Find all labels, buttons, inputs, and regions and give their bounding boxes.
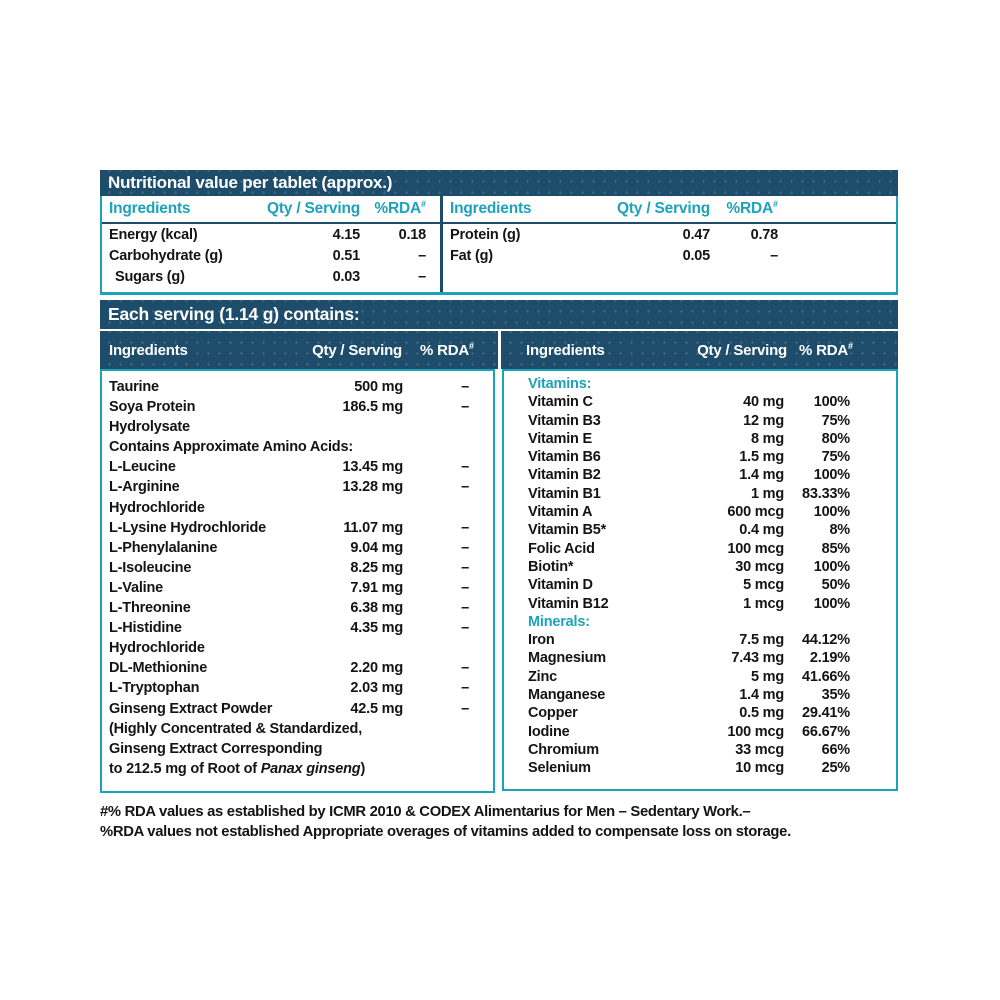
table-row xyxy=(102,437,493,457)
rda-header: %RDA# xyxy=(726,199,778,218)
ingredients-header: Ingredients xyxy=(109,200,191,217)
ingredient-name: Fat (g) xyxy=(450,248,493,264)
ingredient-name: Biotin* xyxy=(528,558,574,575)
ingredient-name: L-Threonine xyxy=(109,600,191,617)
ingredient-name: Vitamin B6 xyxy=(528,449,601,466)
rda-value: – xyxy=(461,700,469,717)
ingredient-name: Hydrochloride xyxy=(109,640,205,657)
qty-value: 33 mcg xyxy=(735,741,784,758)
per-tablet-table xyxy=(100,196,898,295)
ingredient-name: Vitamin C xyxy=(528,394,593,411)
table-row xyxy=(102,477,493,497)
table-row xyxy=(102,518,493,538)
table-row xyxy=(102,538,493,558)
ingredient-name: Minerals: xyxy=(528,613,590,630)
per-tablet-right-column xyxy=(440,196,896,292)
ingredient-name: L-Leucine xyxy=(109,459,176,476)
ingredient-name: Vitamin B2 xyxy=(528,467,601,484)
table-row xyxy=(102,719,493,739)
rda-value: 66% xyxy=(821,741,850,758)
table-row xyxy=(443,246,896,267)
ingredient-name: L-Arginine xyxy=(109,479,180,496)
qty-value: 7.43 mg xyxy=(731,650,784,667)
qty-value: 12 mg xyxy=(743,412,784,429)
serving-left-rows xyxy=(100,369,495,793)
ingredient-name: Zinc xyxy=(528,668,558,685)
ingredient-name: to 212.5 mg of Root of Panax ginseng) xyxy=(109,760,366,777)
qty-value: 600 mcg xyxy=(727,504,784,521)
qty-value: 40 mg xyxy=(743,394,784,411)
qty-value: 0.47 xyxy=(682,227,710,243)
qty-serving-header: Qty / Serving xyxy=(697,341,787,359)
top-table-title: Nutritional value per tablet (approx.) xyxy=(100,170,898,196)
ingredient-name: Copper xyxy=(528,705,578,722)
ingredient-name: Hydrolysate xyxy=(109,419,190,436)
qty-value: 9.04 mg xyxy=(350,539,403,556)
footnotes xyxy=(100,802,898,842)
rda-value: – xyxy=(461,459,469,476)
table-row xyxy=(504,595,896,613)
rda-value: – xyxy=(418,248,426,264)
qty-value: 100 mcg xyxy=(727,723,784,740)
table-row xyxy=(102,638,493,658)
qty-value: 42.5 mg xyxy=(350,700,403,717)
qty-value: 100 mcg xyxy=(727,540,784,557)
table-row xyxy=(102,618,493,638)
ingredient-name: Carbohydrate (g) xyxy=(109,248,223,264)
ingredient-name: Vitamins: xyxy=(528,376,592,392)
qty-value: 8 mg xyxy=(750,430,784,447)
ingredients-header: Ingredients xyxy=(109,341,188,359)
rda-value: 35% xyxy=(821,687,850,704)
qty-value: 0.03 xyxy=(332,269,360,285)
table-row xyxy=(102,699,493,719)
serving-right-rows xyxy=(502,369,898,791)
rda-value: 100% xyxy=(813,394,850,411)
ingredient-name: L-Isoleucine xyxy=(109,559,192,576)
ingredient-name: Iron xyxy=(528,632,555,649)
rda-value: – xyxy=(461,680,469,697)
rda-value: 2.19% xyxy=(809,650,850,667)
qty-value: 4.15 xyxy=(332,227,360,243)
table-row xyxy=(102,377,493,397)
qty-value: 5 mcg xyxy=(743,577,784,594)
ingredient-name: Vitamin B12 xyxy=(528,595,609,612)
ingredient-name: Hydrochloride xyxy=(109,499,205,516)
rda-header: % RDA# xyxy=(798,341,853,359)
ingredient-name: L-Histidine xyxy=(109,620,182,637)
ingredient-name: Soya Protein xyxy=(109,399,196,416)
ingredient-name: L-Valine xyxy=(109,579,163,596)
qty-value: 11.07 mg xyxy=(343,519,403,536)
serving-table-body xyxy=(100,369,898,793)
qty-value: 1 mcg xyxy=(743,595,784,612)
table-row xyxy=(102,558,493,578)
table-row xyxy=(102,267,440,288)
per-tablet-left-rows xyxy=(102,225,440,288)
ingredient-name: L-Phenylalanine xyxy=(109,539,218,556)
rda-value: 8% xyxy=(829,522,850,539)
ingredient-name: Ginseng Extract Powder xyxy=(109,700,273,717)
ingredient-name: Taurine xyxy=(109,379,159,395)
table-row xyxy=(504,576,896,594)
qty-value: 10 mcg xyxy=(735,760,784,777)
qty-value: 186.5 mg xyxy=(342,399,403,416)
rda-value: 0.18 xyxy=(398,227,426,243)
ingredient-name: Vitamin A xyxy=(528,504,593,521)
qty-value: 0.05 xyxy=(682,248,710,264)
serving-right-header xyxy=(501,331,898,369)
table-row xyxy=(504,540,896,558)
table-row xyxy=(504,631,896,649)
qty-value: 2.20 mg xyxy=(350,660,403,677)
rda-value: – xyxy=(461,579,469,596)
ingredient-name: DL-Methionine xyxy=(109,660,208,677)
table-row xyxy=(504,759,896,777)
per-tablet-right-header xyxy=(443,196,896,224)
ingredient-name: Energy (kcal) xyxy=(109,227,198,243)
qty-value: 7.5 mg xyxy=(739,632,784,649)
qty-value: 0.4 mg xyxy=(739,522,784,539)
table-row xyxy=(504,741,896,759)
rda-value: – xyxy=(461,600,469,617)
ingredient-name: Vitamin E xyxy=(528,430,593,447)
rda-header: %RDA# xyxy=(374,199,426,218)
rda-value: 100% xyxy=(813,467,850,484)
ingredient-name: Vitamin B5* xyxy=(528,522,607,539)
nutrition-label xyxy=(100,170,898,842)
section-heading-row xyxy=(504,375,896,393)
ingredient-name: Ginseng Extract Corresponding xyxy=(109,740,323,757)
rda-value: 44.12% xyxy=(802,632,850,649)
qty-value: 2.03 mg xyxy=(350,680,403,697)
ingredients-header: Ingredients xyxy=(526,341,605,359)
rda-value: – xyxy=(461,620,469,637)
rda-value: – xyxy=(461,479,469,496)
table-row xyxy=(504,521,896,539)
qty-serving-header: Qty / Serving xyxy=(312,341,402,359)
rda-value: – xyxy=(770,248,778,264)
table-row xyxy=(504,503,896,521)
table-row xyxy=(504,668,896,686)
qty-value: 30 mcg xyxy=(735,558,784,575)
rda-value: 83.33% xyxy=(802,485,850,502)
table-row xyxy=(102,498,493,518)
rda-value: – xyxy=(461,660,469,677)
ingredient-name: L-Lysine Hydrochloride xyxy=(109,519,267,536)
qty-value: 13.28 mg xyxy=(342,479,403,496)
table-row xyxy=(102,739,493,759)
rda-value: 41.66% xyxy=(802,668,850,685)
footnote-line-1: #% RDA values as established by ICMR 2010 & CODEX Alimentarius for Men – Sedentary Work.– xyxy=(100,804,751,820)
rda-value: 80% xyxy=(821,430,850,447)
ingredient-name: (Highly Concentrated & Standardized, xyxy=(109,720,363,737)
qty-value: 1.4 mg xyxy=(739,467,784,484)
rda-value: 50% xyxy=(821,577,850,594)
rda-value: 100% xyxy=(813,595,850,612)
ingredient-name: Protein (g) xyxy=(450,227,521,243)
rda-value: – xyxy=(461,539,469,556)
qty-value: 1.5 mg xyxy=(739,449,784,466)
ingredient-name: Magnesium xyxy=(528,650,606,667)
per-tablet-left-column xyxy=(102,196,440,292)
rda-value: 85% xyxy=(821,540,850,557)
rda-value: – xyxy=(461,399,469,416)
footnote-line-2: %RDA values not established Appropriate overages of vitamins added to compensate loss on storage. xyxy=(100,824,791,840)
table-row xyxy=(102,417,493,437)
rda-value: 100% xyxy=(813,504,850,521)
qty-value: 4.35 mg xyxy=(350,620,403,637)
table-row xyxy=(102,457,493,477)
rda-value: – xyxy=(461,379,469,395)
table-row xyxy=(504,485,896,503)
qty-value: 500 mg xyxy=(354,379,403,395)
qty-value: 1.4 mg xyxy=(739,687,784,704)
ingredient-name: Sugars (g) xyxy=(115,269,185,285)
rda-value: – xyxy=(461,559,469,576)
ingredient-name: Manganese xyxy=(528,687,606,704)
rda-value: 100% xyxy=(813,558,850,575)
rda-value: – xyxy=(461,519,469,536)
rda-value: – xyxy=(418,269,426,285)
table-row xyxy=(443,225,896,246)
serving-table-title: Each serving (1.14 g) contains: xyxy=(100,300,898,329)
ingredient-name: Vitamin B1 xyxy=(528,485,601,502)
qty-value: 0.5 mg xyxy=(739,705,784,722)
ingredient-name: Vitamin B3 xyxy=(528,412,601,429)
table-row xyxy=(504,704,896,722)
qty-value: 5 mg xyxy=(750,668,784,685)
table-row xyxy=(102,397,493,417)
qty-value: 7.91 mg xyxy=(350,579,403,596)
qty-serving-header: Qty / Serving xyxy=(266,200,360,217)
table-row xyxy=(504,430,896,448)
qty-serving-header: Qty / Serving xyxy=(616,200,710,217)
table-row xyxy=(102,246,440,267)
rda-value: 75% xyxy=(821,449,850,466)
qty-value: 0.51 xyxy=(332,248,360,264)
table-row xyxy=(504,412,896,430)
serving-table-header-band xyxy=(100,331,898,369)
table-row xyxy=(504,466,896,484)
table-row xyxy=(102,578,493,598)
ingredient-name: Iodine xyxy=(528,723,570,740)
rda-header: % RDA# xyxy=(419,341,474,359)
ingredient-name: Selenium xyxy=(528,760,591,777)
section-heading-row xyxy=(504,613,896,631)
ingredient-name: Chromium xyxy=(528,741,599,758)
table-row xyxy=(102,598,493,618)
table-row xyxy=(504,448,896,466)
table-row xyxy=(102,225,440,246)
qty-value: 13.45 mg xyxy=(342,459,403,476)
table-row xyxy=(504,686,896,704)
rda-value: 29.41% xyxy=(802,705,850,722)
rda-value: 66.67% xyxy=(802,723,850,740)
table-row xyxy=(504,393,896,411)
ingredients-header: Ingredients xyxy=(450,200,532,217)
per-tablet-right-rows xyxy=(443,225,896,267)
serving-left-header xyxy=(100,331,498,369)
per-tablet-left-header xyxy=(102,196,440,224)
ingredient-name: Vitamin D xyxy=(528,577,593,594)
rda-value: 75% xyxy=(821,412,850,429)
table-row xyxy=(504,649,896,667)
table-row xyxy=(102,678,493,698)
qty-value: 8.25 mg xyxy=(350,559,403,576)
qty-value: 1 mg xyxy=(750,485,784,502)
ingredient-name: Folic Acid xyxy=(528,540,595,557)
rda-value: 25% xyxy=(821,760,850,777)
table-row xyxy=(102,658,493,678)
rda-value: 0.78 xyxy=(750,227,778,243)
table-row xyxy=(504,558,896,576)
table-row xyxy=(102,759,493,779)
qty-value: 6.38 mg xyxy=(350,600,403,617)
ingredient-name: Contains Approximate Amino Acids: xyxy=(109,439,353,456)
ingredient-name: L-Tryptophan xyxy=(109,680,200,697)
table-row xyxy=(504,723,896,741)
